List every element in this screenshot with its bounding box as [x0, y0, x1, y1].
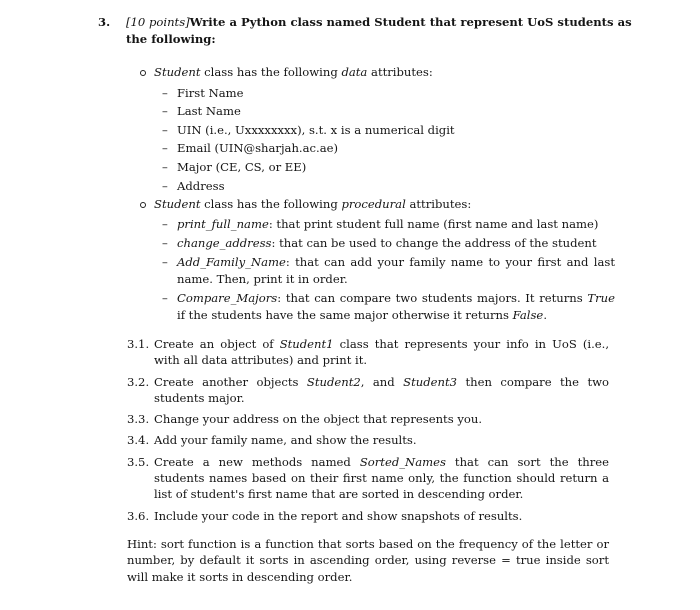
step-item: 3.1. Create an object of Student1 class that represents your info in UoS (i.e., with all data attributes) and print it.: [127, 337, 610, 368]
list-item: – Email (UIN@sharjah.ac.ae): [140, 139, 615, 158]
step-number: 3.2.: [127, 374, 150, 389]
list-item: – Last Name: [140, 102, 615, 121]
numbered-steps: [127, 336, 609, 529]
method-name: change_address: [177, 235, 272, 250]
procedural-attributes-list: [140, 216, 615, 324]
bullet-icon: [140, 70, 146, 76]
step-number: 3.1.: [127, 337, 150, 351]
data-attributes-heading: Student class has the following data attributes:: [140, 63, 615, 82]
list-item: – Major (CE, CS, or EE): [140, 158, 615, 177]
list-item: – First Name: [140, 84, 615, 103]
method-name: Add_Family_Name: [177, 254, 286, 269]
question-points: [10 points]: [126, 15, 190, 29]
class-name-text: Student: [154, 65, 201, 79]
procedural-attributes-section: [140, 195, 615, 326]
method-name: print_full_name: [177, 216, 269, 231]
list-item: – UIN (i.e., Uxxxxxxxx), s.t. x is a numerical digit: [140, 121, 615, 140]
hint-paragraph: Hint: sort function is a function that sorts based on the frequency of the letter or number, by default it sorts in ascending order, using reverse = true inside sort will make it sorts in descending order.: [127, 537, 609, 584]
question-title: Write a Python class named Student that represent UoS students as the following:: [126, 15, 632, 46]
step-number: 3.6.: [127, 508, 150, 523]
class-name-text: Student: [154, 197, 201, 211]
list-item: – Add_Family_Name: that can add your family name to your first and last name. Then, print it in order.: [140, 254, 615, 288]
data-attributes-section: [140, 63, 615, 195]
question-number: 3.: [98, 15, 111, 29]
step-item: 3.5. Create a new methods named Sorted_Names that can sort the three students names based on their first name only, the function should return a list of student's first name that are sorted in descending order.: [127, 454, 609, 502]
step-number: 3.3.: [127, 412, 150, 427]
list-item: – change_address: that can be used to change the address of the student: [140, 235, 615, 252]
method-name: Compare_Majors: [177, 290, 278, 305]
step-item: 3.6. Include your code in the report and show snapshots of results.: [127, 508, 523, 523]
step-item: 3.2. Create another objects Student2, and Student3 then compare the two students major.: [127, 374, 610, 405]
procedural-attributes-heading: Student class has the following procedural attributes:: [140, 195, 615, 214]
emphasis-text: data: [341, 65, 368, 79]
emphasis-text: procedural: [341, 197, 406, 211]
bullet-icon: [140, 202, 146, 208]
list-item: – Address: [140, 177, 615, 196]
list-item: – Compare_Majors: that can compare two students majors. It returns True if the students have the same major otherwise it returns False.: [140, 290, 615, 324]
step-number: 3.4.: [127, 433, 150, 448]
question-heading: [98, 14, 638, 48]
step-number: 3.5.: [127, 454, 150, 469]
step-item: 3.3. Change your address on the object that represents you.: [127, 412, 483, 427]
step-item: 3.4. Add your family name, and show the results.: [127, 433, 417, 448]
data-attributes-list: [140, 84, 615, 196]
list-item: – print_full_name: that print student full name (first name and last name): [140, 216, 615, 233]
